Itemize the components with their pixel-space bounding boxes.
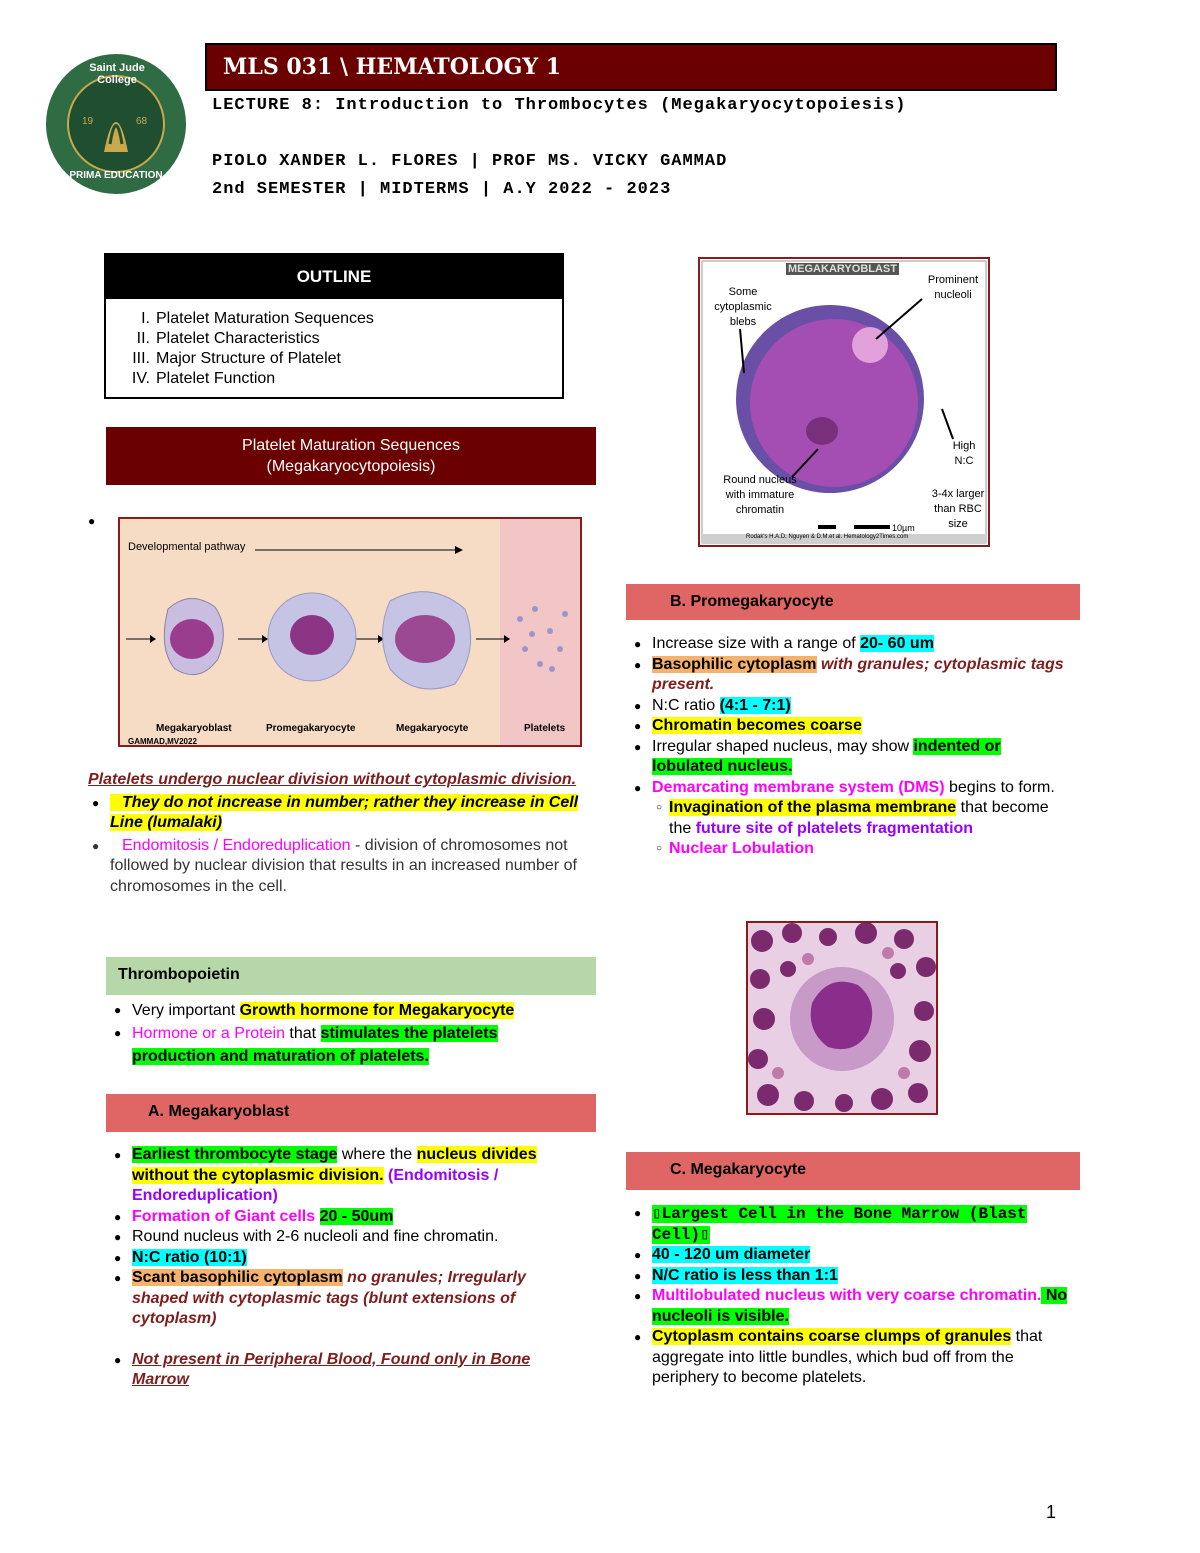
page-number: 1 xyxy=(1046,1502,1057,1522)
stage-label-megakaryocyte: Megakaryocyte xyxy=(396,723,469,734)
section-platelet-maturation: Platelet Maturation Sequences (Megakaryocytopoiesis) xyxy=(106,427,596,485)
list-item: ● Hormone or a Protein that stimulates the platelets production and maturation of platelets. xyxy=(110,1022,580,1068)
logo-name-bottom: PRIMA EDUCATION xyxy=(69,170,163,181)
label-nucleoli: Prominent nucleoli xyxy=(927,274,979,301)
outline-item: II. Platelet Characteristics xyxy=(136,330,320,347)
developmental-pathway-figure xyxy=(118,517,582,747)
outline-title: OUTLINE xyxy=(106,255,562,299)
outline-box xyxy=(104,253,564,399)
promegakaryocyte-heading: B. Promegakaryocyte xyxy=(626,584,1080,620)
thrombopoietin-list xyxy=(110,999,580,1068)
promegakaryocyte-list xyxy=(630,634,1070,860)
outline-item: I. Platelet Maturation Sequences xyxy=(141,310,374,327)
no-increase-note: ● They do not increase in number; rather they increase in Cell Line (lumalaki) xyxy=(88,793,588,834)
empty-bullet: ● xyxy=(88,514,96,528)
logo-year-right: 68 xyxy=(136,116,148,127)
promegakaryocyte-photo xyxy=(746,921,938,1115)
label-blebs: Some cytoplasmic blebs xyxy=(714,286,772,328)
label-scale: 10µm xyxy=(892,523,915,533)
megakaryocyte-heading: C. Megakaryocyte xyxy=(626,1152,1080,1190)
list-item: ● Not present in Peripheral Blood, Found only in Bone Marrow xyxy=(110,1350,580,1391)
course-title-bar: MLS 031 \ HEMATOLOGY 1 xyxy=(205,43,1057,91)
list-item: ● Chromatin becomes coarse xyxy=(630,716,1070,737)
figure-credit: Rodak's H.A.D. Nguyen & D.M.et al. Hematology2Times.com xyxy=(746,534,909,540)
list-item: ● Irregular shaped nucleus, may show indented or lobulated nucleus. xyxy=(630,737,1070,778)
outline-item: III. Major Structure of Platelet xyxy=(132,350,341,367)
sub-list-item: ○ Nuclear Lobulation xyxy=(630,839,1070,860)
list-item: ● N:C ratio (10:1) xyxy=(110,1248,580,1269)
list-item: ● Increase size with a range of 20- 60 um xyxy=(630,634,1070,655)
authors-line: PIOLO XANDER L. FLORES | PROF MS. VICKY GAMMAD xyxy=(212,152,728,171)
list-item: ● Multilobulated nucleus with very coarse chromatin. No nucleoli is visible. xyxy=(630,1286,1080,1327)
lecture-title: LECTURE 8: Introduction to Thrombocytes (Megakaryocytopoiesis) xyxy=(212,96,907,115)
list-item: ● Round nucleus with 2-6 nucleoli and fine chromatin. xyxy=(110,1227,580,1248)
thrombopoietin-heading: Thrombopoietin xyxy=(106,957,596,995)
label-nc-ratio: High N:C xyxy=(952,440,976,467)
list-item: ● ▯Largest Cell in the Bone Marrow (Blast Cell)▯ xyxy=(630,1204,1080,1245)
stage-label-platelets: Platelets xyxy=(524,723,566,734)
list-item: ● Demarcating membrane system (DMS) begins to form. xyxy=(630,778,1070,799)
term-line: 2nd SEMESTER | MIDTERMS | A.Y 2022 - 2023 xyxy=(212,180,672,199)
list-item: ● N:C ratio (4:1 - 7:1) xyxy=(630,696,1070,717)
college-logo xyxy=(44,52,188,196)
pathway-label: Developmental pathway xyxy=(128,541,246,553)
figure-title: MEGAKARYOBLAST xyxy=(788,263,897,275)
label-size: 3-4x larger than RBC size xyxy=(931,488,985,530)
megakaryoblast-figure xyxy=(698,257,990,547)
nuclear-division-note: Platelets undergo nuclear division without cytoplasmic division. xyxy=(88,771,577,788)
stage-label-megakaryoblast: Megakaryoblast xyxy=(156,723,232,734)
list-item: ● Earliest thrombocyte stage where the nucleus divides without the cytoplasmic division. (Endomitosis / Endoreduplication) xyxy=(110,1145,580,1207)
list-item: ● N/C ratio is less than 1:1 xyxy=(630,1266,1080,1287)
list-item: ● Very important Growth hormone for Megakaryocyte xyxy=(110,999,580,1022)
label-nucleus: Round nucleus with immature chromatin xyxy=(723,474,797,516)
sub-list-item: ○ Invagination of the plasma membrane that become the future site of platelets fragmentation xyxy=(630,798,1070,839)
logo-name-top: Saint Jude College xyxy=(89,62,145,86)
list-item: ● Basophilic cytoplasm with granules; cytoplasmic tags present. xyxy=(630,655,1070,696)
endomitosis-note: ● Endomitosis / Endoreduplication - division of chromosomes not followed by nuclear division that results in an increased number of chromosomes in the cell. xyxy=(88,836,588,898)
stage-label-promegakaryocyte: Promegakaryocyte xyxy=(266,723,356,734)
figure-credit: GAMMAD,MV2022 xyxy=(128,737,197,746)
list-item: ● Formation of Giant cells 20 - 50um xyxy=(110,1207,580,1228)
megakaryocyte-list xyxy=(630,1204,1080,1389)
list-item: ● 40 - 120 um diameter xyxy=(630,1245,1080,1266)
list-item: ● Scant basophilic cytoplasm no granules; Irregularly shaped with cytoplasmic tags (blunt extensions of cytoplasm) xyxy=(110,1268,580,1330)
list-item: ● Cytoplasm contains coarse clumps of granules that aggregate into little bundles, which bud off from the periphery to become platelets. xyxy=(630,1327,1080,1389)
megakaryoblast-list xyxy=(110,1145,580,1391)
logo-year-left: 19 xyxy=(82,116,94,127)
notes-block xyxy=(88,770,588,897)
megakaryoblast-heading: A. Megakaryoblast xyxy=(106,1094,596,1132)
outline-item: IV. Platelet Function xyxy=(131,370,276,387)
